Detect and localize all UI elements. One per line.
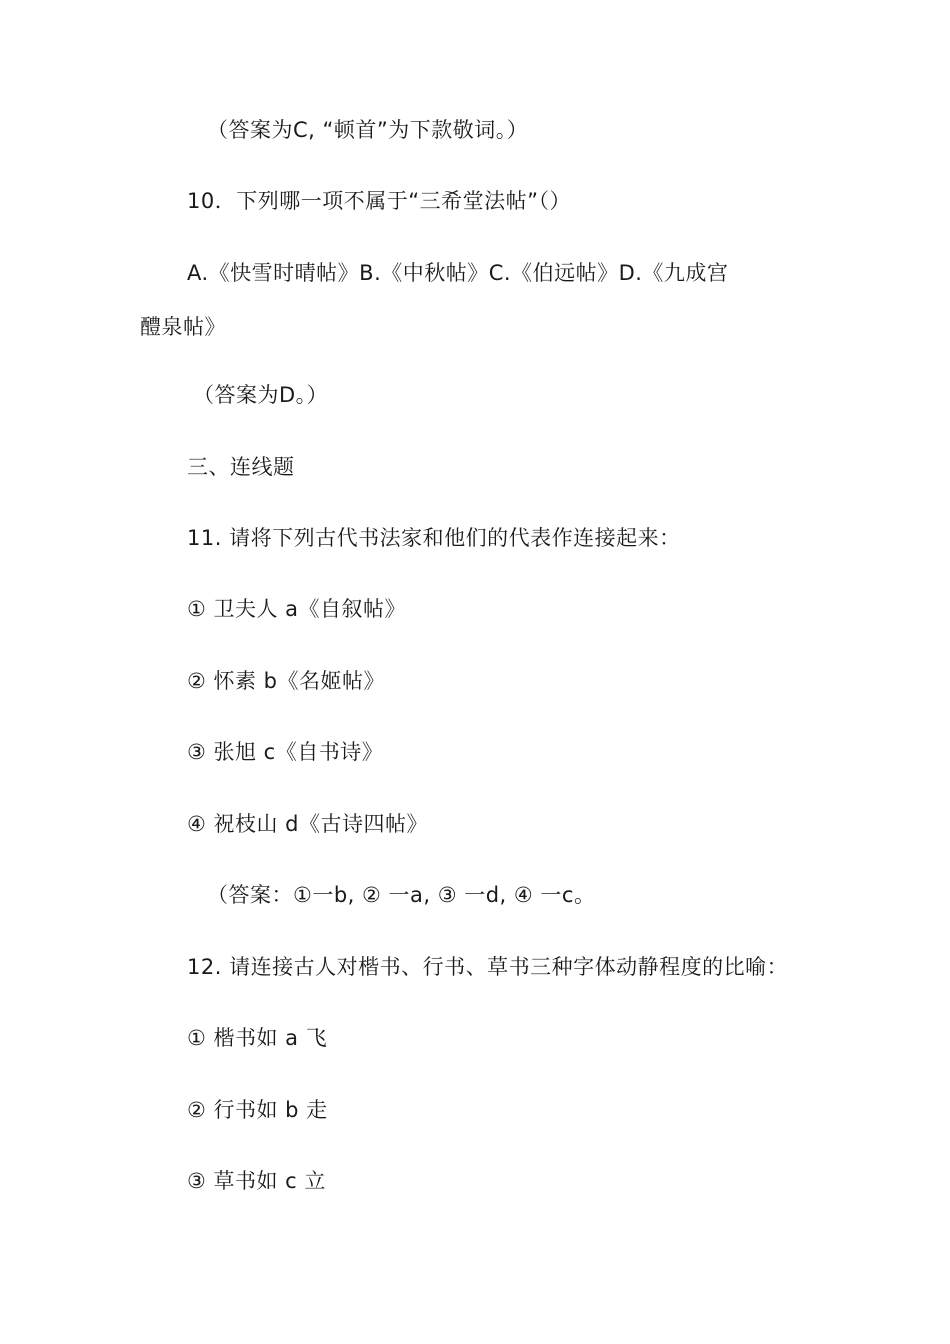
- q10-answer: （答案为D。）: [193, 383, 329, 407]
- q11-item: ② 怀素 b《名姬帖》: [187, 669, 386, 693]
- q10-options-line1: A.《快雪时晴帖》B.《中秋帖》C.《伯远帖》D.《九成宫: [187, 261, 729, 285]
- q10-options-line2: 醴泉帖》: [140, 315, 226, 339]
- q12-question: 12. 请连接古人对楷书、行书、草书三种字体动静程度的比喻：: [187, 955, 789, 979]
- q11-question: 11. 请将下列古代书法家和他们的代表作连接起来：: [187, 526, 681, 550]
- section-three-heading: 三、连线题: [187, 455, 295, 479]
- q12-item: ① 楷书如 a 飞: [187, 1026, 328, 1050]
- q9-answer: （答案为C, “顿首”为下款敬词。）: [207, 118, 529, 142]
- q11-item: ③ 张旭 c《自书诗》: [187, 740, 384, 764]
- q11-item: ① 卫夫人 a《自叙帖》: [187, 597, 407, 621]
- q12-item: ② 行书如 b 走: [187, 1098, 328, 1122]
- q10-question: 10．下列哪一项不属于“三希堂法帖”（）: [187, 189, 571, 213]
- q11-answer: （答案：①一b, ② 一a, ③ 一d, ④ 一c。: [207, 883, 596, 907]
- q11-item: ④ 祝枝山 d《古诗四帖》: [187, 812, 429, 836]
- q12-item: ③ 草书如 c 立: [187, 1169, 326, 1193]
